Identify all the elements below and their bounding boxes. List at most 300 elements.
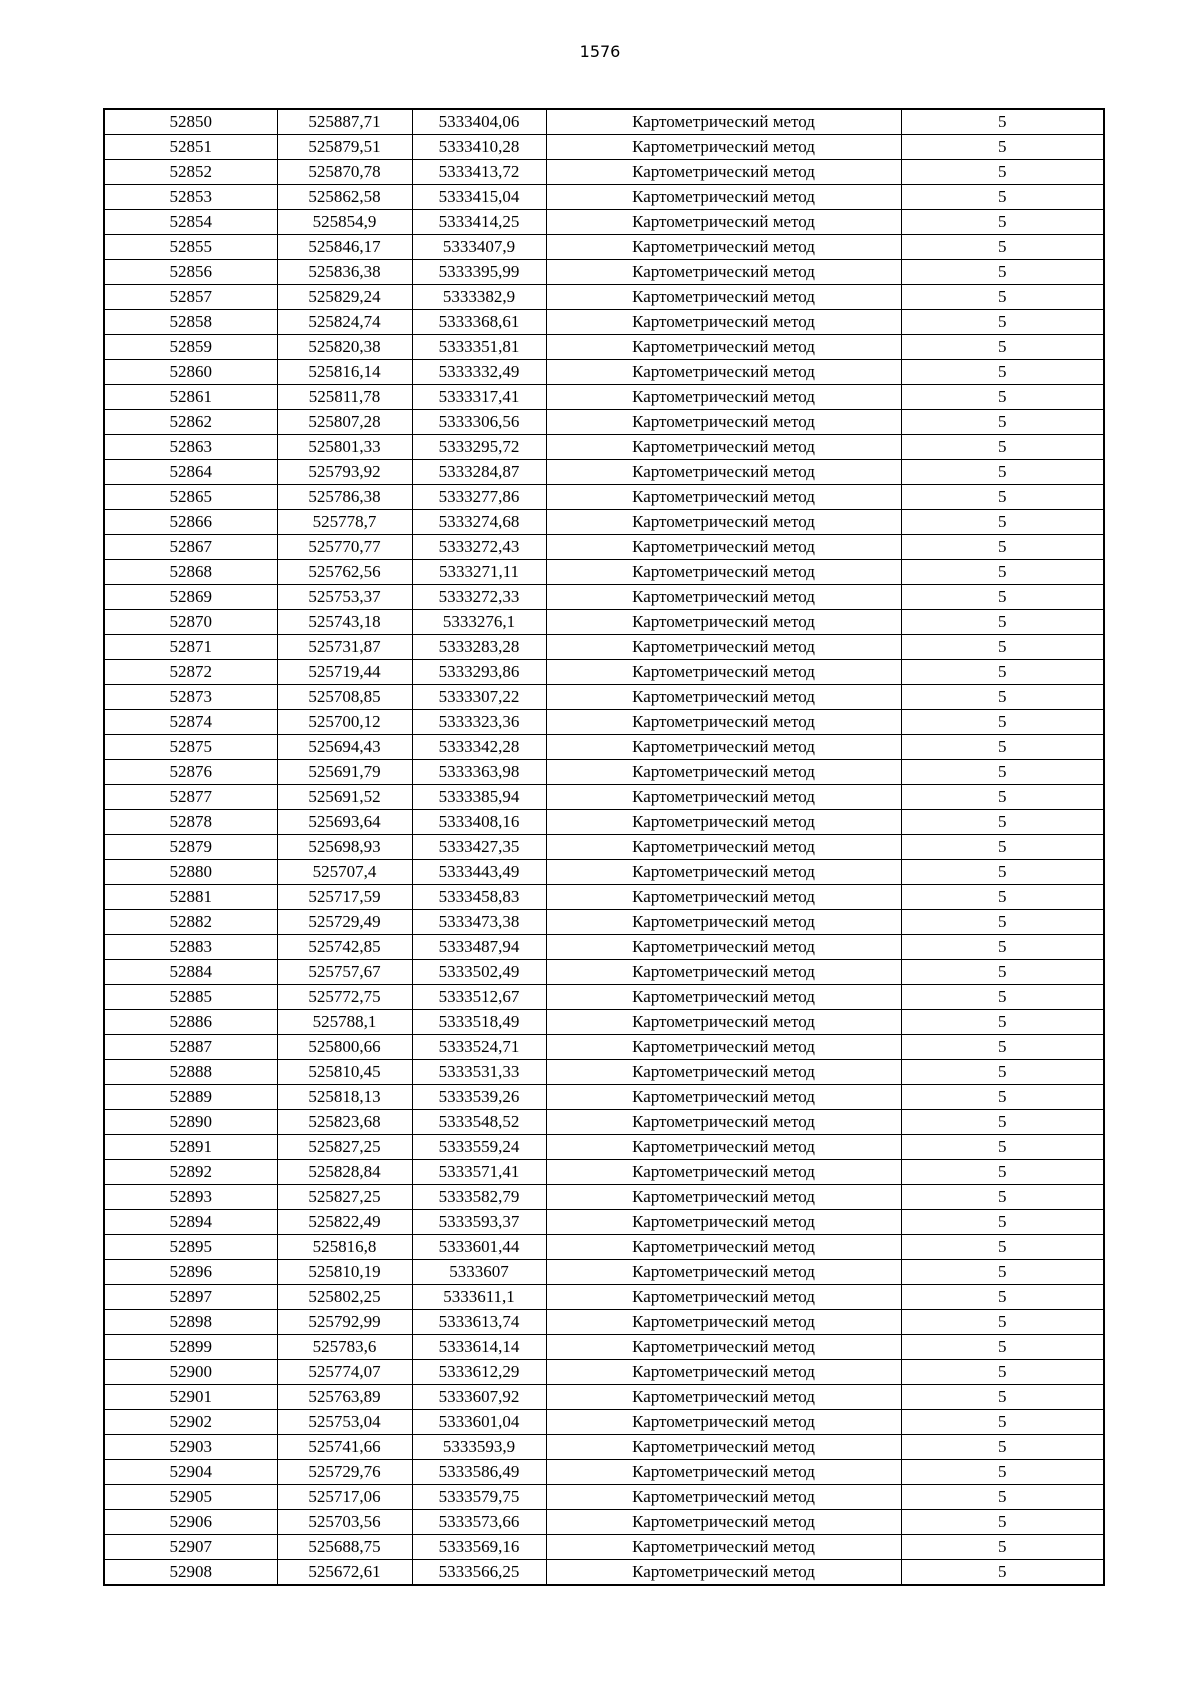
- point-number-cell: 52873: [104, 685, 277, 710]
- point-number-cell: 52897: [104, 1285, 277, 1310]
- method-cell: Картометрический метод: [546, 1535, 901, 1560]
- accuracy-cell: 5: [901, 985, 1104, 1010]
- point-number-cell: 52907: [104, 1535, 277, 1560]
- point-number-cell: 52861: [104, 385, 277, 410]
- table-row: [104, 235, 1104, 260]
- point-number-cell: 52904: [104, 1460, 277, 1485]
- x-coordinate-cell: 525698,93: [277, 835, 412, 860]
- accuracy-cell: 5: [901, 1110, 1104, 1135]
- y-coordinate-cell: 5333427,35: [412, 835, 546, 860]
- y-coordinate-cell: 5333531,33: [412, 1060, 546, 1085]
- method-cell: Картометрический метод: [546, 135, 901, 160]
- method-cell: Картометрический метод: [546, 910, 901, 935]
- x-coordinate-cell: 525700,12: [277, 710, 412, 735]
- accuracy-cell: 5: [901, 1035, 1104, 1060]
- table-row: [104, 1235, 1104, 1260]
- method-cell: Картометрический метод: [546, 1310, 901, 1335]
- method-cell: Картометрический метод: [546, 1435, 901, 1460]
- method-cell: Картометрический метод: [546, 935, 901, 960]
- method-cell: Картометрический метод: [546, 835, 901, 860]
- point-number-cell: 52870: [104, 610, 277, 635]
- table-row: [104, 135, 1104, 160]
- table-row: [104, 685, 1104, 710]
- method-cell: Картометрический метод: [546, 1160, 901, 1185]
- table-row: [104, 1085, 1104, 1110]
- x-coordinate-cell: 525788,1: [277, 1010, 412, 1035]
- accuracy-cell: 5: [901, 109, 1104, 135]
- point-number-cell: 52864: [104, 460, 277, 485]
- y-coordinate-cell: 5333317,41: [412, 385, 546, 410]
- table-row: [104, 610, 1104, 635]
- method-cell: Картометрический метод: [546, 460, 901, 485]
- accuracy-cell: 5: [901, 160, 1104, 185]
- x-coordinate-cell: 525816,8: [277, 1235, 412, 1260]
- method-cell: Картометрический метод: [546, 660, 901, 685]
- table-row: [104, 710, 1104, 735]
- table-row: [104, 109, 1104, 135]
- method-cell: Картометрический метод: [546, 160, 901, 185]
- point-number-cell: 52853: [104, 185, 277, 210]
- point-number-cell: 52884: [104, 960, 277, 985]
- table-row: [104, 560, 1104, 585]
- point-number-cell: 52877: [104, 785, 277, 810]
- accuracy-cell: 5: [901, 1010, 1104, 1035]
- y-coordinate-cell: 5333571,41: [412, 1160, 546, 1185]
- y-coordinate-cell: 5333487,94: [412, 935, 546, 960]
- table-row: [104, 535, 1104, 560]
- y-coordinate-cell: 5333518,49: [412, 1010, 546, 1035]
- y-coordinate-cell: 5333611,1: [412, 1285, 546, 1310]
- x-coordinate-cell: 525731,87: [277, 635, 412, 660]
- point-number-cell: 52893: [104, 1185, 277, 1210]
- accuracy-cell: 5: [901, 1335, 1104, 1360]
- method-cell: Картометрический метод: [546, 1235, 901, 1260]
- coordinates-table: [103, 108, 1105, 1586]
- x-coordinate-cell: 525786,38: [277, 485, 412, 510]
- point-number-cell: 52898: [104, 1310, 277, 1335]
- method-cell: Картометрический метод: [546, 1110, 901, 1135]
- method-cell: Картометрический метод: [546, 735, 901, 760]
- point-number-cell: 52856: [104, 260, 277, 285]
- point-number-cell: 52855: [104, 235, 277, 260]
- accuracy-cell: 5: [901, 535, 1104, 560]
- accuracy-cell: 5: [901, 760, 1104, 785]
- table-row: [104, 1360, 1104, 1385]
- y-coordinate-cell: 5333413,72: [412, 160, 546, 185]
- point-number-cell: 52871: [104, 635, 277, 660]
- x-coordinate-cell: 525691,52: [277, 785, 412, 810]
- point-number-cell: 52869: [104, 585, 277, 610]
- x-coordinate-cell: 525742,85: [277, 935, 412, 960]
- method-cell: Картометрический метод: [546, 360, 901, 385]
- point-number-cell: 52880: [104, 860, 277, 885]
- method-cell: Картометрический метод: [546, 1085, 901, 1110]
- y-coordinate-cell: 5333385,94: [412, 785, 546, 810]
- x-coordinate-cell: 525688,75: [277, 1535, 412, 1560]
- x-coordinate-cell: 525792,99: [277, 1310, 412, 1335]
- method-cell: Картометрический метод: [546, 1510, 901, 1535]
- method-cell: Картометрический метод: [546, 1060, 901, 1085]
- point-number-cell: 52895: [104, 1235, 277, 1260]
- x-coordinate-cell: 525708,85: [277, 685, 412, 710]
- x-coordinate-cell: 525719,44: [277, 660, 412, 685]
- x-coordinate-cell: 525816,14: [277, 360, 412, 385]
- accuracy-cell: 5: [901, 285, 1104, 310]
- y-coordinate-cell: 5333274,68: [412, 510, 546, 535]
- x-coordinate-cell: 525691,79: [277, 760, 412, 785]
- point-number-cell: 52900: [104, 1360, 277, 1385]
- method-cell: Картометрический метод: [546, 435, 901, 460]
- accuracy-cell: 5: [901, 360, 1104, 385]
- table-row: [104, 485, 1104, 510]
- x-coordinate-cell: 525762,56: [277, 560, 412, 585]
- point-number-cell: 52852: [104, 160, 277, 185]
- point-number-cell: 52882: [104, 910, 277, 935]
- point-number-cell: 52901: [104, 1385, 277, 1410]
- point-number-cell: 52890: [104, 1110, 277, 1135]
- y-coordinate-cell: 5333582,79: [412, 1185, 546, 1210]
- method-cell: Картометрический метод: [546, 410, 901, 435]
- y-coordinate-cell: 5333539,26: [412, 1085, 546, 1110]
- y-coordinate-cell: 5333443,49: [412, 860, 546, 885]
- y-coordinate-cell: 5333473,38: [412, 910, 546, 935]
- x-coordinate-cell: 525741,66: [277, 1435, 412, 1460]
- accuracy-cell: 5: [901, 910, 1104, 935]
- method-cell: Картометрический метод: [546, 485, 901, 510]
- y-coordinate-cell: 5333593,9: [412, 1435, 546, 1460]
- x-coordinate-cell: 525707,4: [277, 860, 412, 885]
- table-row: [104, 760, 1104, 785]
- y-coordinate-cell: 5333559,24: [412, 1135, 546, 1160]
- x-coordinate-cell: 525703,56: [277, 1510, 412, 1535]
- method-cell: Картометрический метод: [546, 335, 901, 360]
- method-cell: Картометрический метод: [546, 1285, 901, 1310]
- y-coordinate-cell: 5333458,83: [412, 885, 546, 910]
- x-coordinate-cell: 525800,66: [277, 1035, 412, 1060]
- y-coordinate-cell: 5333410,28: [412, 135, 546, 160]
- method-cell: Картометрический метод: [546, 385, 901, 410]
- point-number-cell: 52874: [104, 710, 277, 735]
- point-number-cell: 52863: [104, 435, 277, 460]
- accuracy-cell: 5: [901, 485, 1104, 510]
- accuracy-cell: 5: [901, 260, 1104, 285]
- accuracy-cell: 5: [901, 1560, 1104, 1586]
- x-coordinate-cell: 525822,49: [277, 1210, 412, 1235]
- x-coordinate-cell: 525753,04: [277, 1410, 412, 1435]
- y-coordinate-cell: 5333323,36: [412, 710, 546, 735]
- accuracy-cell: 5: [901, 335, 1104, 360]
- y-coordinate-cell: 5333408,16: [412, 810, 546, 835]
- method-cell: Картометрический метод: [546, 535, 901, 560]
- x-coordinate-cell: 525783,6: [277, 1335, 412, 1360]
- table-row: [104, 460, 1104, 485]
- method-cell: Картометрический метод: [546, 285, 901, 310]
- table-row: [104, 1260, 1104, 1285]
- x-coordinate-cell: 525823,68: [277, 1110, 412, 1135]
- method-cell: Картометрический метод: [546, 1135, 901, 1160]
- method-cell: Картометрический метод: [546, 610, 901, 635]
- method-cell: Картометрический метод: [546, 560, 901, 585]
- table-row: [104, 1035, 1104, 1060]
- x-coordinate-cell: 525729,49: [277, 910, 412, 935]
- accuracy-cell: 5: [901, 410, 1104, 435]
- accuracy-cell: 5: [901, 1135, 1104, 1160]
- point-number-cell: 52899: [104, 1335, 277, 1360]
- accuracy-cell: 5: [901, 1285, 1104, 1310]
- point-number-cell: 52896: [104, 1260, 277, 1285]
- y-coordinate-cell: 5333569,16: [412, 1535, 546, 1560]
- point-number-cell: 52892: [104, 1160, 277, 1185]
- y-coordinate-cell: 5333407,9: [412, 235, 546, 260]
- x-coordinate-cell: 525772,75: [277, 985, 412, 1010]
- x-coordinate-cell: 525793,92: [277, 460, 412, 485]
- accuracy-cell: 5: [901, 960, 1104, 985]
- table-row: [104, 935, 1104, 960]
- table-row: [104, 1485, 1104, 1510]
- table-row: [104, 1310, 1104, 1335]
- method-cell: Картометрический метод: [546, 760, 901, 785]
- y-coordinate-cell: 5333332,49: [412, 360, 546, 385]
- point-number-cell: 52859: [104, 335, 277, 360]
- table-row: [104, 285, 1104, 310]
- y-coordinate-cell: 5333614,14: [412, 1335, 546, 1360]
- x-coordinate-cell: 525763,89: [277, 1385, 412, 1410]
- point-number-cell: 52860: [104, 360, 277, 385]
- y-coordinate-cell: 5333593,37: [412, 1210, 546, 1235]
- point-number-cell: 52862: [104, 410, 277, 435]
- x-coordinate-cell: 525802,25: [277, 1285, 412, 1310]
- y-coordinate-cell: 5333276,1: [412, 610, 546, 635]
- table-row: [104, 1210, 1104, 1235]
- accuracy-cell: 5: [901, 310, 1104, 335]
- method-cell: Картометрический метод: [546, 1185, 901, 1210]
- x-coordinate-cell: 525807,28: [277, 410, 412, 435]
- table-row: [104, 210, 1104, 235]
- method-cell: Картометрический метод: [546, 260, 901, 285]
- x-coordinate-cell: 525774,07: [277, 1360, 412, 1385]
- table-row: [104, 1385, 1104, 1410]
- y-coordinate-cell: 5333363,98: [412, 760, 546, 785]
- point-number-cell: 52883: [104, 935, 277, 960]
- y-coordinate-cell: 5333415,04: [412, 185, 546, 210]
- table-row: [104, 735, 1104, 760]
- table-row: [104, 335, 1104, 360]
- table-row: [104, 1135, 1104, 1160]
- point-number-cell: 52851: [104, 135, 277, 160]
- accuracy-cell: 5: [901, 435, 1104, 460]
- accuracy-cell: 5: [901, 885, 1104, 910]
- accuracy-cell: 5: [901, 735, 1104, 760]
- point-number-cell: 52850: [104, 109, 277, 135]
- accuracy-cell: 5: [901, 660, 1104, 685]
- table-row: [104, 960, 1104, 985]
- method-cell: Картометрический метод: [546, 109, 901, 135]
- y-coordinate-cell: 5333272,43: [412, 535, 546, 560]
- x-coordinate-cell: 525717,59: [277, 885, 412, 910]
- method-cell: Картометрический метод: [546, 785, 901, 810]
- method-cell: Картометрический метод: [546, 860, 901, 885]
- y-coordinate-cell: 5333414,25: [412, 210, 546, 235]
- point-number-cell: 52868: [104, 560, 277, 585]
- accuracy-cell: 5: [901, 1510, 1104, 1535]
- y-coordinate-cell: 5333342,28: [412, 735, 546, 760]
- y-coordinate-cell: 5333293,86: [412, 660, 546, 685]
- accuracy-cell: 5: [901, 235, 1104, 260]
- method-cell: Картометрический метод: [546, 1335, 901, 1360]
- x-coordinate-cell: 525820,38: [277, 335, 412, 360]
- table-row: [104, 835, 1104, 860]
- method-cell: Картометрический метод: [546, 185, 901, 210]
- point-number-cell: 52867: [104, 535, 277, 560]
- accuracy-cell: 5: [901, 810, 1104, 835]
- x-coordinate-cell: 525827,25: [277, 1135, 412, 1160]
- point-number-cell: 52872: [104, 660, 277, 685]
- table-row: [104, 885, 1104, 910]
- table-row: [104, 1160, 1104, 1185]
- accuracy-cell: 5: [901, 1435, 1104, 1460]
- accuracy-cell: 5: [901, 1210, 1104, 1235]
- table-row: [104, 510, 1104, 535]
- method-cell: Картометрический метод: [546, 1410, 901, 1435]
- x-coordinate-cell: 525862,58: [277, 185, 412, 210]
- table-row: [104, 260, 1104, 285]
- accuracy-cell: 5: [901, 610, 1104, 635]
- table-row: [104, 1410, 1104, 1435]
- table-row: [104, 910, 1104, 935]
- table-row: [104, 1060, 1104, 1085]
- accuracy-cell: 5: [901, 710, 1104, 735]
- accuracy-cell: 5: [901, 1185, 1104, 1210]
- table-row: [104, 1010, 1104, 1035]
- point-number-cell: 52885: [104, 985, 277, 1010]
- accuracy-cell: 5: [901, 460, 1104, 485]
- table-row: [104, 785, 1104, 810]
- point-number-cell: 52876: [104, 760, 277, 785]
- method-cell: Картометрический метод: [546, 1260, 901, 1285]
- point-number-cell: 52894: [104, 1210, 277, 1235]
- x-coordinate-cell: 525828,84: [277, 1160, 412, 1185]
- point-number-cell: 52875: [104, 735, 277, 760]
- point-number-cell: 52908: [104, 1560, 277, 1586]
- y-coordinate-cell: 5333368,61: [412, 310, 546, 335]
- y-coordinate-cell: 5333601,04: [412, 1410, 546, 1435]
- method-cell: Картометрический метод: [546, 1485, 901, 1510]
- y-coordinate-cell: 5333283,28: [412, 635, 546, 660]
- y-coordinate-cell: 5333307,22: [412, 685, 546, 710]
- method-cell: Картометрический метод: [546, 510, 901, 535]
- y-coordinate-cell: 5333613,74: [412, 1310, 546, 1335]
- accuracy-cell: 5: [901, 935, 1104, 960]
- method-cell: Картометрический метод: [546, 710, 901, 735]
- x-coordinate-cell: 525810,45: [277, 1060, 412, 1085]
- y-coordinate-cell: 5333382,9: [412, 285, 546, 310]
- point-number-cell: 52903: [104, 1435, 277, 1460]
- table-row: [104, 1560, 1104, 1586]
- method-cell: Картометрический метод: [546, 985, 901, 1010]
- x-coordinate-cell: 525801,33: [277, 435, 412, 460]
- y-coordinate-cell: 5333295,72: [412, 435, 546, 460]
- y-coordinate-cell: 5333607: [412, 1260, 546, 1285]
- point-number-cell: 52886: [104, 1010, 277, 1035]
- accuracy-cell: 5: [901, 1460, 1104, 1485]
- method-cell: Картометрический метод: [546, 1035, 901, 1060]
- accuracy-cell: 5: [901, 1485, 1104, 1510]
- accuracy-cell: 5: [901, 1310, 1104, 1335]
- method-cell: Картометрический метод: [546, 1010, 901, 1035]
- accuracy-cell: 5: [901, 1160, 1104, 1185]
- accuracy-cell: 5: [901, 685, 1104, 710]
- y-coordinate-cell: 5333306,56: [412, 410, 546, 435]
- accuracy-cell: 5: [901, 1360, 1104, 1385]
- accuracy-cell: 5: [901, 635, 1104, 660]
- y-coordinate-cell: 5333512,67: [412, 985, 546, 1010]
- x-coordinate-cell: 525854,9: [277, 210, 412, 235]
- y-coordinate-cell: 5333586,49: [412, 1460, 546, 1485]
- coordinates-table-body: [104, 109, 1104, 1585]
- accuracy-cell: 5: [901, 135, 1104, 160]
- point-number-cell: 52857: [104, 285, 277, 310]
- x-coordinate-cell: 525717,06: [277, 1485, 412, 1510]
- method-cell: Картометрический метод: [546, 635, 901, 660]
- method-cell: Картометрический метод: [546, 235, 901, 260]
- method-cell: Картометрический метод: [546, 310, 901, 335]
- method-cell: Картометрический метод: [546, 1560, 901, 1586]
- y-coordinate-cell: 5333607,92: [412, 1385, 546, 1410]
- y-coordinate-cell: 5333271,11: [412, 560, 546, 585]
- table-row: [104, 410, 1104, 435]
- method-cell: Картометрический метод: [546, 1210, 901, 1235]
- table-row: [104, 860, 1104, 885]
- accuracy-cell: 5: [901, 560, 1104, 585]
- y-coordinate-cell: 5333566,25: [412, 1560, 546, 1586]
- table-row: [104, 1510, 1104, 1535]
- table-row: [104, 1535, 1104, 1560]
- x-coordinate-cell: 525827,25: [277, 1185, 412, 1210]
- x-coordinate-cell: 525757,67: [277, 960, 412, 985]
- accuracy-cell: 5: [901, 835, 1104, 860]
- accuracy-cell: 5: [901, 585, 1104, 610]
- accuracy-cell: 5: [901, 1260, 1104, 1285]
- x-coordinate-cell: 525753,37: [277, 585, 412, 610]
- accuracy-cell: 5: [901, 785, 1104, 810]
- y-coordinate-cell: 5333601,44: [412, 1235, 546, 1260]
- method-cell: Картометрический метод: [546, 210, 901, 235]
- y-coordinate-cell: 5333502,49: [412, 960, 546, 985]
- point-number-cell: 52889: [104, 1085, 277, 1110]
- table-row: [104, 810, 1104, 835]
- table-row: [104, 385, 1104, 410]
- point-number-cell: 52888: [104, 1060, 277, 1085]
- table-row: [104, 985, 1104, 1010]
- table-row: [104, 185, 1104, 210]
- table-row: [104, 1335, 1104, 1360]
- point-number-cell: 52866: [104, 510, 277, 535]
- x-coordinate-cell: 525729,76: [277, 1460, 412, 1485]
- x-coordinate-cell: 525824,74: [277, 310, 412, 335]
- point-number-cell: 52854: [104, 210, 277, 235]
- y-coordinate-cell: 5333579,75: [412, 1485, 546, 1510]
- table-row: [104, 310, 1104, 335]
- point-number-cell: 52905: [104, 1485, 277, 1510]
- x-coordinate-cell: 525879,51: [277, 135, 412, 160]
- table-row: [104, 1110, 1104, 1135]
- accuracy-cell: 5: [901, 510, 1104, 535]
- method-cell: Картометрический метод: [546, 585, 901, 610]
- y-coordinate-cell: 5333284,87: [412, 460, 546, 485]
- accuracy-cell: 5: [901, 860, 1104, 885]
- table-row: [104, 635, 1104, 660]
- y-coordinate-cell: 5333404,06: [412, 109, 546, 135]
